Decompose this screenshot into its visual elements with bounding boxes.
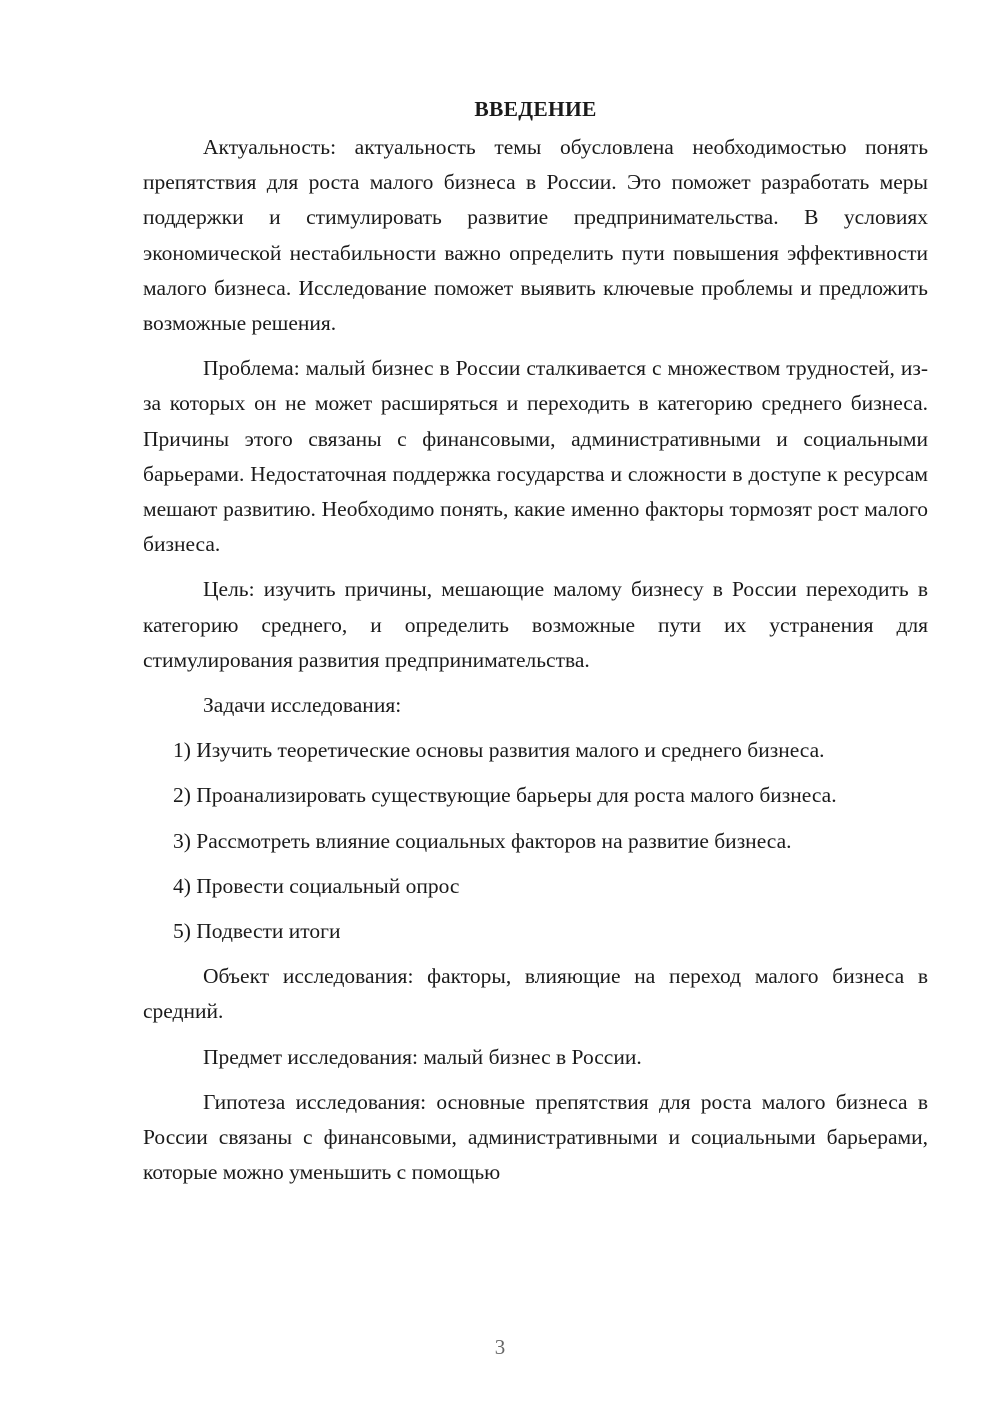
task-item-4: 4) Провести социальный опрос: [173, 873, 460, 898]
task-item-1: 1) Изучить теоретические основы развития малого и среднего бизнеса.: [173, 738, 825, 763]
page-number: 3: [494, 1335, 506, 1359]
task-item-3: 3) Рассмотреть влияние социальных факторов на развитие бизнеса.: [173, 828, 792, 853]
task-item-2: 2) Проанализировать существующие барьеры для роста малого бизнеса.: [173, 783, 837, 808]
hypothesis-paragraph: Гипотеза исследования: основные препятствия для роста малого бизнеса в России связаны с финансовыми, административными и социальными барьерами, которые можно уменьшить с помощью: [143, 1089, 928, 1185]
object-paragraph: Объект исследования: факторы, влияющие на переход малого бизнеса в средний.: [143, 964, 928, 1024]
task-item-5: 5) Подвести итоги: [173, 919, 341, 944]
document-page: [143, 92, 928, 1200]
relevance-paragraph: Актуальность: актуальность темы обусловлена необходимостью понять препятствия для роста малого бизнеса в России. Это поможет разработать меры поддержки и стимулировать развитие предпринимательства. В условиях экономической нестабильности важно определить пути повышения эффективности малого бизнеса. Исследование поможет выявить ключевые проблемы и предложить возможные решения.: [143, 135, 928, 336]
problem-paragraph: Проблема: малый бизнес в России сталкивается с множеством трудностей, из-за которых он не может расширяться и переходить в категорию среднего бизнеса. Причины этого связаны с финансовыми, административными и социальными барьерами. Недостаточная поддержка государства и сложности в доступе к ресурсам мешают развитию. Необходимо понять, какие именно факторы тормозят рост малого бизнеса.: [143, 356, 928, 557]
goal-paragraph: Цель: изучить причины, мешающие малому бизнесу в России переходить в категорию среднего, и определить возможные пути их устранения для стимулирования развития предпринимательства.: [143, 577, 928, 672]
subject-paragraph: Предмет исследования: малый бизнес в России.: [203, 1044, 642, 1069]
tasks-heading: Задачи исследования:: [203, 693, 402, 718]
section-heading: ВВЕДЕНИЕ: [474, 97, 597, 121]
